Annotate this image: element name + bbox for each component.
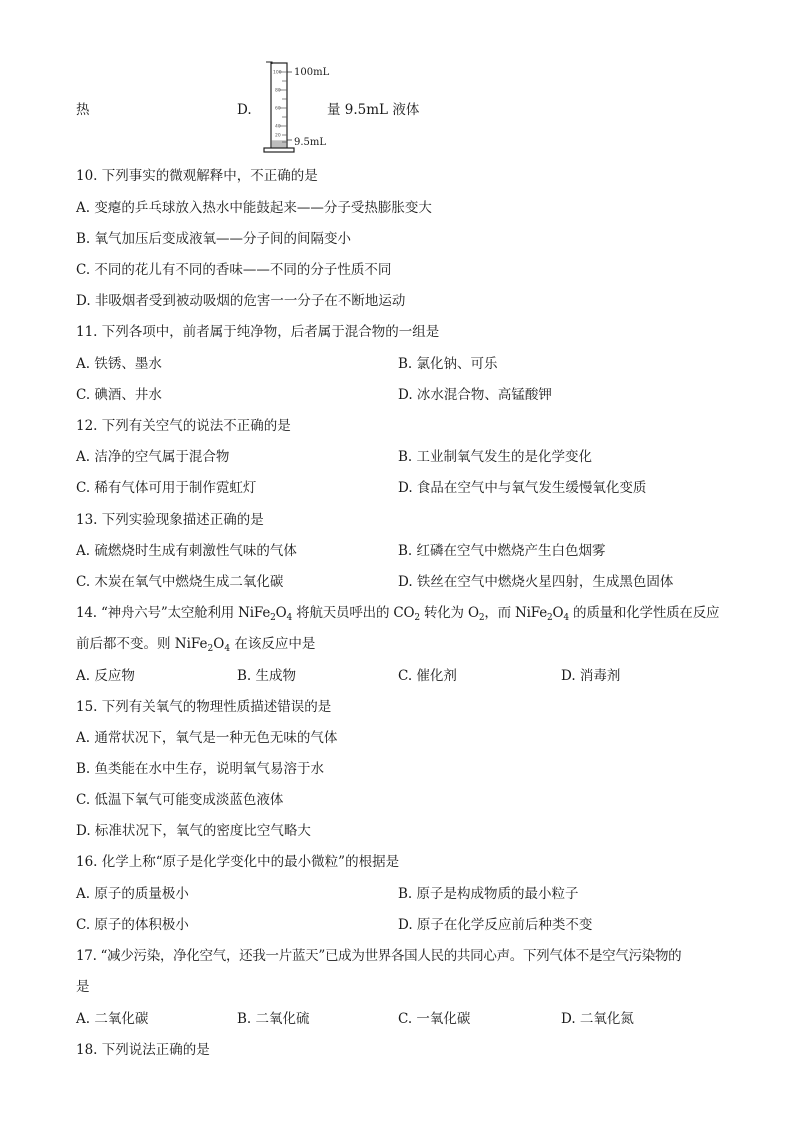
- cylinder-top-label: 100mL: [294, 67, 330, 78]
- q15-option-d: D. 标准状况下，氧气的密度比空气略大: [76, 823, 311, 839]
- q15-stem: 15. 下列有关氧气的物理性质描述错误的是: [76, 699, 332, 715]
- q12-stem: 12. 下列有关空气的说法不正确的是: [76, 418, 291, 434]
- q17-stem: 17. “减少污染，净化空气，还我一片蓝天”已成为世界各国人民的共同心声。下列气体不是空气污染物的: [76, 948, 682, 964]
- q13-option-b: B. 红磷在空气中燃烧产生白色烟雾: [398, 543, 606, 559]
- tick-label: 100: [273, 70, 282, 76]
- q14-stem-line1: 14. “神舟六号”太空舱利用 $NiFe_2O_4$ 将航天员呼出的 $CO_2$ 转化为 $O_2$，而 $NiFe_2O_4$ 的质量和化学性质在反应: [76, 605, 720, 623]
- q10-option-a: A. 变瘪的乒乓球放入热水中能鼓起来——分子受热膨胀变大: [76, 200, 432, 216]
- q15-option-b: B. 鱼类能在水中生存，说明氧气易溶于水: [76, 761, 325, 777]
- q17-option-d: D. 二氧化氮: [561, 1011, 634, 1027]
- q9-option-d-letter: D.: [237, 102, 252, 118]
- q12-option-c: C. 稀有气体可用于制作霓虹灯: [76, 480, 257, 496]
- q11-option-d: D. 冰水混合物、高锰酸钾: [398, 387, 552, 403]
- q16-stem: 16. 化学上称“原子是化学变化中的最小微粒”的根据是: [76, 854, 400, 870]
- q15-option-a: A. 通常状况下，氧气是一种无色无味的气体: [76, 730, 338, 746]
- q13-option-d: D. 铁丝在空气中燃烧火星四射，生成黑色固体: [398, 574, 674, 590]
- q11-stem: 11. 下列各项中，前者属于纯净物，后者属于混合物的一组是: [76, 324, 440, 340]
- q14-stem-line2: 前后都不变。则 $NiFe_2O_4$ 在该反应中是: [76, 636, 316, 654]
- cylinder-liquid: [272, 140, 287, 147]
- q12-option-a: A. 洁净的空气属于混合物: [76, 449, 230, 465]
- q13-option-c: C. 木炭在氧气中燃烧生成二氧化碳: [76, 574, 284, 590]
- q14-option-a: A. 反应物: [76, 668, 135, 684]
- q11-option-b: B. 氯化钠、可乐: [398, 356, 498, 372]
- q11-option-a: A. 铁锈、墨水: [76, 356, 162, 372]
- q12-option-b: B. 工业制氧气发生的是化学变化: [398, 449, 593, 465]
- q14-option-b: B. 生成物: [237, 668, 297, 684]
- q13-option-a: A. 硫燃烧时生成有刺激性气味的气体: [76, 543, 297, 559]
- q10-option-c: C. 不同的花儿有不同的香味——不同的分子性质不同: [76, 262, 392, 278]
- q17-option-c: C. 一氧化碳: [398, 1011, 471, 1027]
- q14-option-d: D. 消毒剂: [561, 668, 621, 684]
- cylinder-bottom-label: 9.5mL: [294, 137, 327, 148]
- tick-label: 20: [275, 133, 281, 139]
- q10-stem: 10. 下列事实的微观解释中，不正确的是: [76, 168, 318, 184]
- q17-option-b: B. 二氧化硫: [237, 1011, 310, 1027]
- q17-stem-line2: 是: [76, 979, 90, 995]
- q11-option-c: C. 碘酒、井水: [76, 387, 162, 403]
- q15-option-c: C. 低温下氧气可能变成淡蓝色液体: [76, 792, 284, 808]
- q10-option-d: D. 非吸烟者受到被动吸烟的危害一一分子在不断地运动: [76, 293, 406, 309]
- q18-stem: 18. 下列说法正确的是: [76, 1042, 210, 1058]
- q9-option-d-text: 量 9.5mL 液体: [327, 102, 420, 118]
- q10-option-b: B. 氧气加压后变成液氧——分子间的间隔变小: [76, 231, 352, 247]
- q13-stem: 13. 下列实验现象描述正确的是: [76, 512, 264, 528]
- q9-option-c-tail: 热: [76, 102, 90, 118]
- q14-option-c: C. 催化剂: [398, 668, 457, 684]
- q12-option-d: D. 食品在空气中与氧气发生缓慢氧化变质: [398, 480, 647, 496]
- q16-option-c: C. 原子的体积极小: [76, 917, 189, 933]
- tick-label: 80: [275, 88, 281, 94]
- q16-option-d: D. 原子在化学反应前后种类不变: [398, 917, 593, 933]
- tick-label: 40: [275, 124, 281, 130]
- q17-option-a: A. 二氧化碳: [76, 1011, 149, 1027]
- tick-label: 60: [275, 106, 281, 112]
- q16-option-b: B. 原子是构成物质的最小粒子: [398, 886, 579, 902]
- q16-option-a: A. 原子的质量极小: [76, 886, 189, 902]
